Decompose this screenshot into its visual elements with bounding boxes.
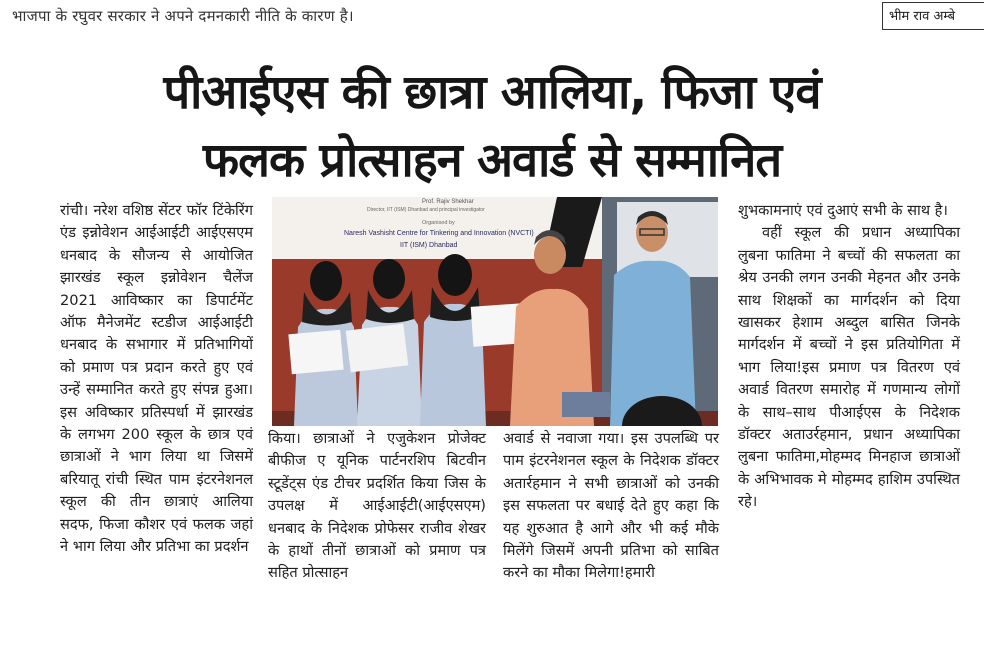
banner-line-4: Naresh Vashisht Centre for Tinkering and Innovation (NVCTI) [344,230,534,237]
previous-story-box: भीम राव अम्बे [882,2,984,30]
article-column-3 [503,428,719,585]
banner-line-3: Organised by [422,220,455,226]
article-column-4 [738,200,960,514]
column-4-paragraph-1: शुभकामनाएं एवं दुआएं सभी के साथ है। [738,202,948,219]
headline-line-2: फलक प्रोत्साहन अवार्ड से सम्मानित [202,133,782,188]
article-column-2 [268,428,486,585]
news-photo [272,197,718,426]
banner-line-5: IIT (ISM) Dhanbad [400,242,458,249]
previous-story-line: भाजपा के रघुवर सरकार ने अपने दमनकारी नीति के कारण है। [12,7,354,25]
headline-line-1: पीआईएस की छात्रा आलिया, फिजा एवं [163,65,821,120]
banner-line-1: Prof. Rajiv Shekhar [422,199,474,205]
award-ceremony-photo [272,197,718,426]
article-column-1 [60,200,253,559]
column-4-paragraph-2: वहीं स्कूल की प्रधान अध्यापिका लुबना फातिमा ने बच्चों की सफलता का श्रेय उनकी लगन उनकी मेहनत और उनके साथ शिक्षकों का मार्गदर्शन को दिया खासकर हेशाम अब्दुल बासित जिनके मार्गदर्शन में बच्चों ने इस प्रतियोगिता में भाग लिया!इस प्रमाण पत्र वितरण एवं अवार्ड वितरण समारोह में गणमान्य लोगों के साथ–साथ पीआईएस के निदेशक डॉक्टर अताउर्रहमान, प्रधान अध्यापिका लुबना फातिमा,मोहम्मद मिनहाज छात्राओं के अभिभावक मे मोहम्मद हाशिम उपस्थित रहे। [738,224,960,511]
column-1-text: रांची। नरेश वशिष्ठ सेंटर फॉर टिंकेरिंग एंड इन्नोवेशन आईआईटी आईएसएम धनबाद के सौजन्य से आयोजित झारखंड स्कूल इन्नोवेशन चैलेंज 2021 आविष्कार का डिपार्टमेंट ऑफ मैनेजमेंट स्टडीज आईआईटी धनबाद के सभागार में प्रतिभागियों को प्रमाण पत्र प्रदान करते हुए एवं उन्हें सम्मानित करते हुए संपन्न हुआ। इस अविष्कार प्रतिस्पर्धा में झारखंड के लगभग 200 स्कूल के छात्र एवं छात्राओं ने भाग लिया था जिसमें बरियातू रांची स्थित पाम इंटरनेशनल स्कूल की तीन छात्राएं आलिया सदफ, फिजा कौशर एवं फलक जहां ने भाग लिया और प्रतिभा का प्रदर्शन [60,202,253,556]
column-2-text: किया। छात्राओं ने एजुकेशन प्रोजेक्ट बीफीज ए यूनिक पार्टनरशिप बिटवीन स्टूडेंट्स एंड टीचर प्रदर्शित किया जिस के उपलक्ष में आईआईटी(आईएसएम) धनबाद के निदेशक प्रोफेसर राजीव शेखर के हाथों तीनों छात्राओं को प्रमाण पत्र सहित प्रोत्साहन [268,430,486,582]
banner-line-2: Director, IIT (ISM) Dhanbad and principal investigator [367,207,485,213]
column-3-text: अवार्ड से नवाजा गया। इस उपलब्धि पर पाम इंटरनेशनल स्कूल के निदेशक डॉक्टर अतार्रहमान ने सभी छात्राओं को उनकी इस सफलता पर बधाई देते हुए कहा कि यह शुरुआत है आगे और भी कई मौके मिलेंगे जिसमें अपनी प्रतिभा को साबित करने का मौका मिलेगा!हमारी [503,430,719,582]
